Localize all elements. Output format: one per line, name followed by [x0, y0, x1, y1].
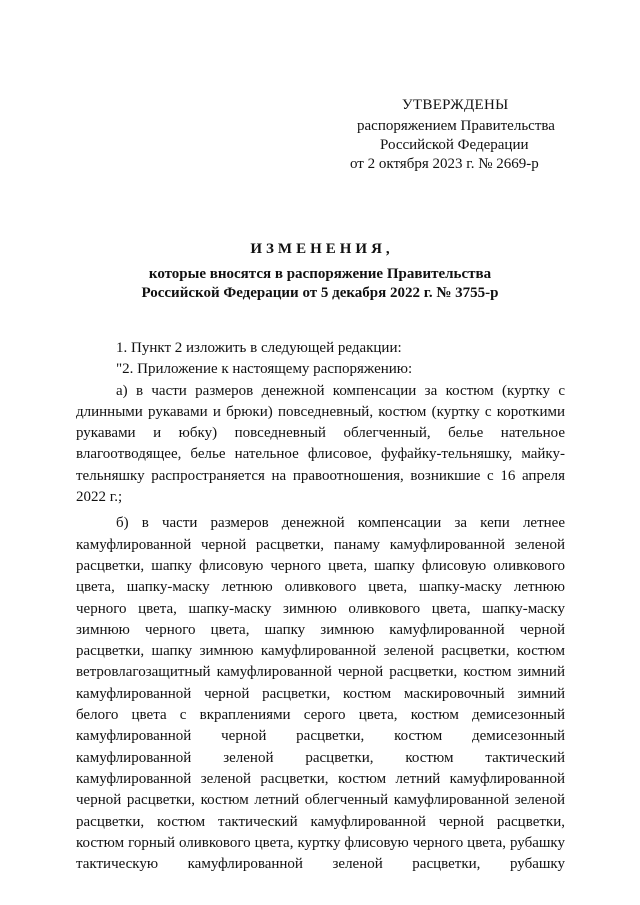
paragraph-3: а) в части размеров денежной компенсации за костюм (куртку с длинными рукавами и брюки) повседневный, костюм (куртку с короткими рукавами и юбку) повседневный облегченный, белье нательное влагоотводящее, белье нательное флисовое, фуфайку-тельняшку, майку-тельняшку распространяется на правоотношения, возникшие с 16 апреля 2022 г.;	[76, 382, 565, 506]
approval-title: УТВЕРЖДЕНЫ	[402, 97, 509, 113]
document-body	[76, 338, 565, 875]
approval-line-1: распоряжением Правительства	[357, 118, 555, 134]
approval-line-2: Российской Федерации	[380, 137, 529, 153]
paragraph-1: 1. Пункт 2 изложить в следующей редакции:	[116, 340, 402, 356]
approval-line-3: от 2 октября 2023 г. № 2669-р	[350, 156, 539, 172]
paragraph-2: "2. Приложение к настоящему распоряжению:	[116, 361, 413, 378]
document-heading	[0, 240, 640, 301]
document-title: ИЗМЕНЕНИЯ,	[250, 241, 394, 257]
paragraph-4: б) в части размеров денежной компенсации за кепи летнее камуфлированной черной расцветки, панаму камуфлированной зеленой расцветки, шапку флисовую черного цвета, шапку флисовую оливкового цвета, шапку-маску летнюю оливкового цвета, шапку-маску летнюю черного цвета, шапку-маску зимнюю оливкового цвета, шапку-маску зимнюю черного цвета, шапку зимнюю камуфлированной черной расцветки, шапку зимнюю камуфлированной зеленой расцветки, костюм ветровлагозащитный камуфлированной черной расцветки, костюм зимний камуфлированной черной расцветки, костюм маскировочный зимний белого цвета с вкраплениями серого цвета, костюм демисезонный камуфлированной черной расцветки, костюм демисезонный камуфлированной зеленой расцветки, костюм тактический камуфлированной зеленой расцветки, костюм летний камуфлированной черной расцветки, костюм летний облегченный камуфлированной зеленой расцветки, костюм тактический камуфлированной черной расцветки, костюм горный оливкового цвета, куртку флисовую черного цвета, рубашку тактическую камуфлированной зеленой расцветки, рубашку	[76, 515, 565, 873]
document-subtitle-line-2: Российской Федерации от 5 декабря 2022 г. № 3755-р	[141, 285, 499, 301]
document-subtitle-line-1: которые вносятся в распоряжение Правительства	[148, 266, 492, 282]
